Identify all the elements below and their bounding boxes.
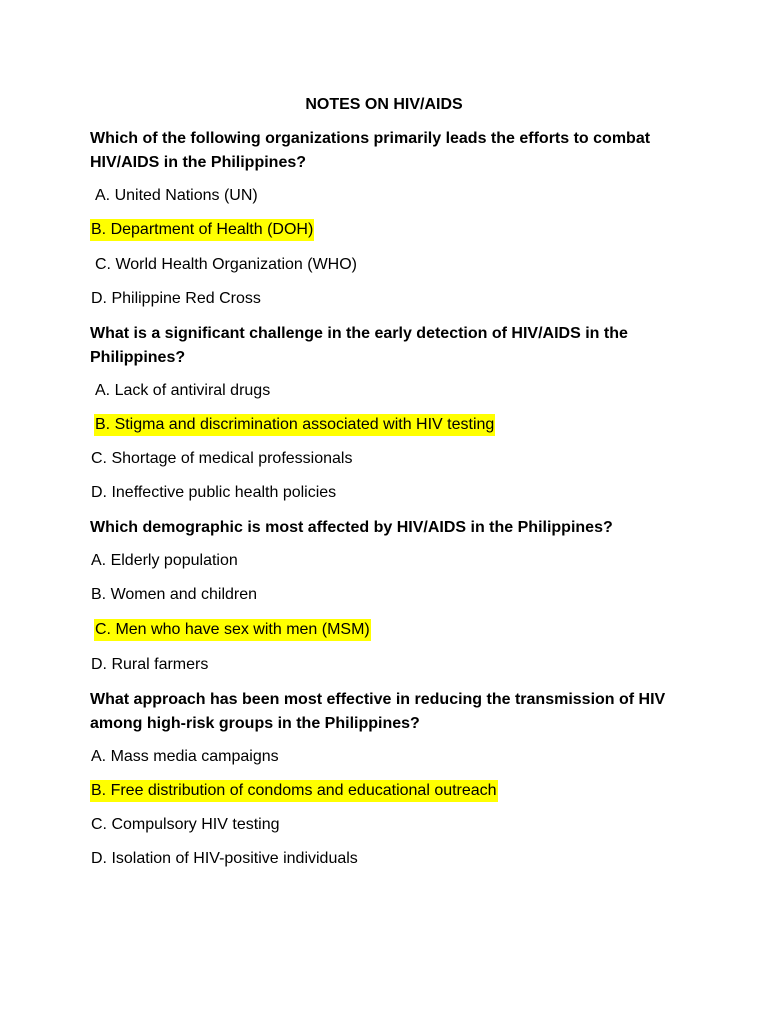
option-text: B. Stigma and discrimination associated with HIV testing xyxy=(94,414,495,436)
question-1: Which of the following organizations primarily leads the efforts to combat HIV/AIDS in the Philippines? xyxy=(90,130,651,171)
option-4b xyxy=(90,780,498,802)
document-title: NOTES ON HIV/AIDS xyxy=(305,96,463,113)
option-text: A. Elderly population xyxy=(91,552,238,569)
option-text: C. World Health Organization (WHO) xyxy=(95,256,357,273)
question-3: Which demographic is most affected by HIV/AIDS in the Philippines? xyxy=(90,519,613,536)
option-3b xyxy=(90,584,258,606)
option-text: B. Department of Health (DOH) xyxy=(90,219,314,241)
option-text: D. Philippine Red Cross xyxy=(91,290,261,307)
option-1c xyxy=(90,254,358,276)
option-2b xyxy=(90,414,495,436)
option-text: D. Ineffective public health policies xyxy=(91,484,337,501)
option-text: D. Isolation of HIV-positive individuals xyxy=(91,850,358,867)
option-3c xyxy=(90,619,371,641)
option-1d xyxy=(90,288,262,310)
option-text: C. Compulsory HIV testing xyxy=(91,816,280,833)
option-4d xyxy=(90,848,359,870)
option-text: A. Mass media campaigns xyxy=(91,748,279,765)
question-4: What approach has been most effective in reducing the transmission of HIV among high-risk groups in the Philippines? xyxy=(90,691,666,732)
option-2a xyxy=(90,380,271,402)
option-3a xyxy=(90,550,239,572)
option-text: A. Lack of antiviral drugs xyxy=(95,382,271,399)
option-text: D. Rural farmers xyxy=(91,656,209,673)
option-text: C. Men who have sex with men (MSM) xyxy=(94,619,371,641)
option-1b xyxy=(90,219,314,241)
option-4c xyxy=(90,814,281,836)
option-text: A. United Nations (UN) xyxy=(95,187,258,204)
option-2d xyxy=(90,482,337,504)
option-1a xyxy=(90,185,259,207)
option-text: C. Shortage of medical professionals xyxy=(91,450,353,467)
option-4a xyxy=(90,746,280,768)
option-text: B. Women and children xyxy=(91,586,258,603)
question-2: What is a significant challenge in the early detection of HIV/AIDS in the Philippines? xyxy=(90,325,628,366)
option-text: B. Free distribution of condoms and educational outreach xyxy=(90,780,498,802)
option-2c xyxy=(90,448,353,470)
option-3d xyxy=(90,654,209,676)
